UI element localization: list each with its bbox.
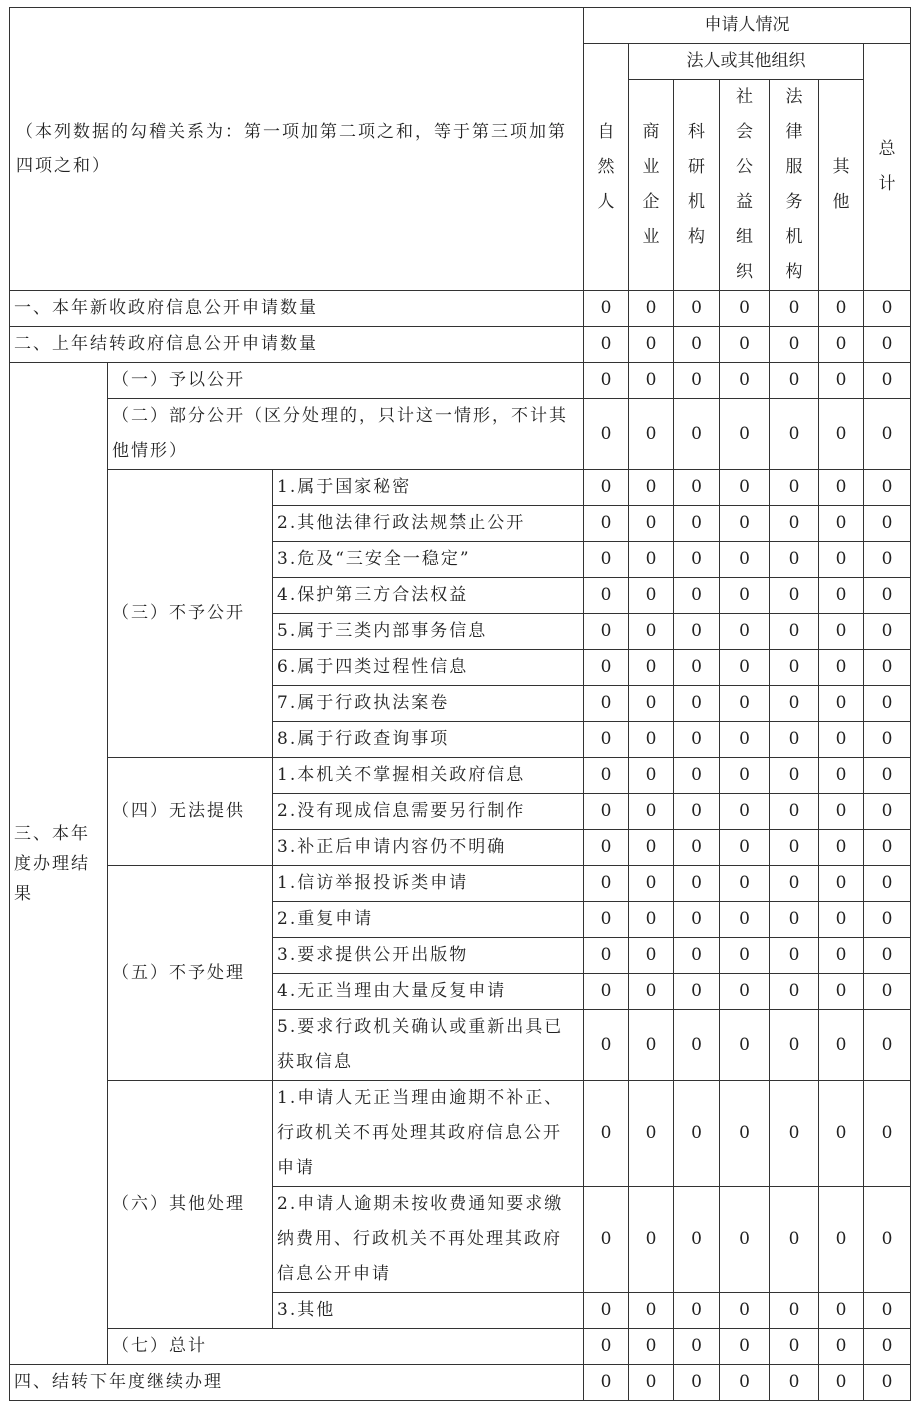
- value-cell: 0: [770, 974, 819, 1010]
- col-legal-service: [770, 80, 819, 291]
- col-research: [674, 80, 720, 291]
- item-label: 4.保护第三方合法权益: [273, 578, 584, 614]
- value-cell: 0: [720, 1329, 770, 1365]
- value-cell: 0: [819, 758, 864, 794]
- value-cell: 0: [584, 830, 629, 866]
- value-cell: 0: [864, 650, 911, 686]
- value-cell: 0: [770, 1365, 819, 1401]
- col-total: [864, 44, 911, 291]
- value-cell: 0: [720, 830, 770, 866]
- value-cell: 0: [819, 794, 864, 830]
- value-cell: 0: [864, 470, 911, 506]
- value-cell: 0: [720, 758, 770, 794]
- item-label: 1.属于国家秘密: [273, 470, 584, 506]
- value-cell: 0: [770, 578, 819, 614]
- value-cell: 0: [864, 291, 911, 327]
- value-cell: 0: [629, 794, 674, 830]
- item-label: 1.本机关不掌握相关政府信息: [273, 758, 584, 794]
- item-label: 5.要求行政机关确认或重新出具已获取信息: [273, 1010, 584, 1081]
- item-label: 8.属于行政查询事项: [273, 722, 584, 758]
- col-header-char: 构: [688, 227, 706, 247]
- value-cell: 0: [629, 686, 674, 722]
- value-cell: 0: [720, 614, 770, 650]
- value-cell: 0: [674, 614, 720, 650]
- value-cell: 0: [770, 1187, 819, 1293]
- value-cell: 0: [864, 327, 911, 363]
- value-cell: 0: [770, 722, 819, 758]
- item-label: 2.申请人逾期未按收费通知要求缴纳费用、行政机关不再处理其政府信息公开申请: [273, 1187, 584, 1293]
- value-cell: 0: [584, 974, 629, 1010]
- value-cell: 0: [674, 650, 720, 686]
- col-header-char: 业: [642, 227, 660, 247]
- value-cell: 0: [674, 974, 720, 1010]
- value-cell: 0: [864, 1293, 911, 1329]
- value-cell: 0: [770, 542, 819, 578]
- value-cell: 0: [720, 506, 770, 542]
- value-cell: 0: [819, 1293, 864, 1329]
- value-cell: 0: [674, 1365, 720, 1401]
- value-cell: 0: [674, 399, 720, 470]
- col-header-char: 然: [597, 156, 615, 177]
- item-label: 6.属于四类过程性信息: [273, 650, 584, 686]
- value-cell: 0: [819, 363, 864, 399]
- value-cell: 0: [819, 1081, 864, 1187]
- row-label: （七）总计: [108, 1329, 584, 1365]
- value-cell: 0: [629, 722, 674, 758]
- value-cell: 0: [674, 578, 720, 614]
- col-other: [819, 80, 864, 291]
- value-cell: 0: [720, 399, 770, 470]
- value-cell: 0: [770, 614, 819, 650]
- value-cell: 0: [720, 470, 770, 506]
- col-header-char: 机: [785, 227, 803, 247]
- value-cell: 0: [584, 1010, 629, 1081]
- row-label: 二、上年结转政府信息公开申请数量: [10, 327, 584, 363]
- value-cell: 0: [864, 830, 911, 866]
- value-cell: 0: [584, 1329, 629, 1365]
- value-cell: 0: [770, 506, 819, 542]
- value-cell: 0: [720, 1293, 770, 1329]
- value-cell: 0: [864, 614, 911, 650]
- value-cell: 0: [720, 1081, 770, 1187]
- value-cell: 0: [629, 650, 674, 686]
- value-cell: 0: [770, 363, 819, 399]
- value-cell: 0: [629, 470, 674, 506]
- col-header-char: 研: [688, 157, 706, 177]
- value-cell: 0: [819, 1010, 864, 1081]
- value-cell: 0: [629, 1010, 674, 1081]
- value-cell: 0: [629, 1329, 674, 1365]
- col-header-char: 计: [878, 174, 896, 194]
- value-cell: 0: [720, 578, 770, 614]
- value-cell: 0: [674, 363, 720, 399]
- group-label: （四）无法提供: [108, 758, 273, 866]
- col-header-char: 机: [688, 192, 706, 212]
- value-cell: 0: [629, 830, 674, 866]
- value-cell: 0: [864, 578, 911, 614]
- value-cell: 0: [629, 1187, 674, 1293]
- value-cell: 0: [674, 327, 720, 363]
- value-cell: 0: [720, 794, 770, 830]
- value-cell: 0: [770, 399, 819, 470]
- item-label: 5.属于三类内部事务信息: [273, 614, 584, 650]
- value-cell: 0: [770, 650, 819, 686]
- value-cell: 0: [674, 758, 720, 794]
- value-cell: 0: [674, 902, 720, 938]
- col-header-char: 商: [642, 122, 660, 142]
- value-cell: 0: [629, 758, 674, 794]
- value-cell: 0: [674, 794, 720, 830]
- value-cell: 0: [819, 938, 864, 974]
- value-cell: 0: [629, 542, 674, 578]
- col-public-welfare: [720, 80, 770, 291]
- value-cell: 0: [819, 578, 864, 614]
- value-cell: 0: [864, 866, 911, 902]
- col-header-char: 益: [736, 192, 754, 212]
- value-cell: 0: [819, 470, 864, 506]
- group-label: （三）不予公开: [108, 470, 273, 758]
- value-cell: 0: [674, 1081, 720, 1187]
- value-cell: 0: [864, 399, 911, 470]
- value-cell: 0: [674, 1010, 720, 1081]
- value-cell: 0: [629, 1365, 674, 1401]
- value-cell: 0: [629, 363, 674, 399]
- value-cell: 0: [629, 1293, 674, 1329]
- col-header-char: 律: [785, 122, 803, 142]
- value-cell: 0: [629, 578, 674, 614]
- value-cell: 0: [770, 327, 819, 363]
- value-cell: 0: [864, 974, 911, 1010]
- value-cell: 0: [584, 506, 629, 542]
- value-cell: 0: [864, 1329, 911, 1365]
- value-cell: 0: [864, 938, 911, 974]
- value-cell: 0: [720, 974, 770, 1010]
- value-cell: 0: [864, 686, 911, 722]
- value-cell: 0: [819, 830, 864, 866]
- col-header-char: 社: [736, 87, 754, 107]
- value-cell: 0: [674, 1293, 720, 1329]
- value-cell: 0: [720, 866, 770, 902]
- value-cell: 0: [584, 650, 629, 686]
- row-label: 一、本年新收政府信息公开申请数量: [10, 291, 584, 327]
- col-header-char: 企: [642, 192, 660, 212]
- value-cell: 0: [629, 506, 674, 542]
- value-cell: 0: [674, 1329, 720, 1365]
- value-cell: 0: [584, 686, 629, 722]
- value-cell: 0: [770, 686, 819, 722]
- item-label: 3.要求提供公开出版物: [273, 938, 584, 974]
- col-header-char: 人: [597, 191, 615, 212]
- value-cell: 0: [770, 794, 819, 830]
- value-cell: 0: [819, 327, 864, 363]
- value-cell: 0: [770, 902, 819, 938]
- col-header-char: 组: [736, 227, 754, 247]
- col-header-char: 织: [736, 262, 754, 282]
- value-cell: 0: [819, 650, 864, 686]
- value-cell: 0: [584, 542, 629, 578]
- value-cell: 0: [720, 686, 770, 722]
- value-cell: 0: [770, 938, 819, 974]
- value-cell: 0: [584, 938, 629, 974]
- item-label: 7.属于行政执法案卷: [273, 686, 584, 722]
- value-cell: 0: [864, 1010, 911, 1081]
- value-cell: 0: [770, 1329, 819, 1365]
- value-cell: 0: [864, 506, 911, 542]
- value-cell: 0: [720, 1187, 770, 1293]
- header-applicant: 申请人情况: [584, 8, 911, 44]
- value-cell: 0: [584, 578, 629, 614]
- col-header-char: 自: [597, 121, 615, 142]
- value-cell: 0: [819, 902, 864, 938]
- value-cell: 0: [819, 686, 864, 722]
- value-cell: 0: [770, 1081, 819, 1187]
- value-cell: 0: [629, 938, 674, 974]
- value-cell: 0: [864, 722, 911, 758]
- value-cell: 0: [629, 399, 674, 470]
- col-header-char: 科: [688, 122, 706, 142]
- value-cell: 0: [629, 614, 674, 650]
- value-cell: 0: [674, 470, 720, 506]
- value-cell: 0: [819, 722, 864, 758]
- item-label: 4.无正当理由大量反复申请: [273, 974, 584, 1010]
- section-label: 三、本年度办理结果: [10, 363, 108, 1365]
- group-label: （六）其他处理: [108, 1081, 273, 1329]
- value-cell: 0: [629, 974, 674, 1010]
- col-header-char: 务: [785, 192, 803, 212]
- value-cell: 0: [770, 291, 819, 327]
- value-cell: 0: [720, 902, 770, 938]
- value-cell: 0: [584, 291, 629, 327]
- value-cell: 0: [720, 1010, 770, 1081]
- value-cell: 0: [584, 470, 629, 506]
- row-label: 四、结转下年度继续办理: [10, 1365, 584, 1401]
- value-cell: 0: [770, 1010, 819, 1081]
- value-cell: 0: [629, 291, 674, 327]
- item-label: 3.危及“三安全一稳定”: [273, 542, 584, 578]
- group-label: （五）不予处理: [108, 866, 273, 1081]
- value-cell: 0: [720, 650, 770, 686]
- value-cell: 0: [674, 542, 720, 578]
- value-cell: 0: [629, 866, 674, 902]
- value-cell: 0: [584, 614, 629, 650]
- value-cell: 0: [674, 686, 720, 722]
- value-cell: 0: [819, 866, 864, 902]
- value-cell: 0: [584, 866, 629, 902]
- value-cell: 0: [864, 363, 911, 399]
- col-header-char: 公: [736, 157, 754, 177]
- value-cell: 0: [674, 291, 720, 327]
- item-label: 1.信访举报投诉类申请: [273, 866, 584, 902]
- value-cell: 0: [720, 1365, 770, 1401]
- value-cell: 0: [584, 1187, 629, 1293]
- value-cell: 0: [720, 327, 770, 363]
- value-cell: 0: [819, 614, 864, 650]
- value-cell: 0: [629, 902, 674, 938]
- col-header-char: 他: [832, 192, 850, 212]
- item-label: 2.其他法律行政法规禁止公开: [273, 506, 584, 542]
- col-header-char: 服: [785, 157, 803, 177]
- value-cell: 0: [674, 830, 720, 866]
- disclosure-table: [9, 7, 911, 1401]
- row-label: （二）部分公开（区分处理的，只计这一情形，不计其他情形）: [108, 399, 584, 470]
- value-cell: 0: [674, 722, 720, 758]
- value-cell: 0: [864, 902, 911, 938]
- value-cell: 0: [864, 1187, 911, 1293]
- value-cell: 0: [819, 1187, 864, 1293]
- col-business: [629, 80, 674, 291]
- item-label: 1.申请人无正当理由逾期不补正、行政机关不再处理其政府信息公开申请: [273, 1081, 584, 1187]
- value-cell: 0: [770, 758, 819, 794]
- value-cell: 0: [674, 938, 720, 974]
- col-natural-person: [584, 44, 629, 291]
- value-cell: 0: [770, 830, 819, 866]
- value-cell: 0: [629, 1081, 674, 1187]
- header-legal-org: 法人或其他组织: [629, 44, 864, 80]
- value-cell: 0: [584, 794, 629, 830]
- item-label: 3.其他: [273, 1293, 584, 1329]
- value-cell: 0: [629, 327, 674, 363]
- item-label: 3.补正后申请内容仍不明确: [273, 830, 584, 866]
- value-cell: 0: [864, 794, 911, 830]
- value-cell: 0: [584, 722, 629, 758]
- value-cell: 0: [584, 1293, 629, 1329]
- col-header-char: 其: [832, 157, 850, 177]
- value-cell: 0: [819, 506, 864, 542]
- value-cell: 0: [864, 542, 911, 578]
- value-cell: 0: [720, 938, 770, 974]
- value-cell: 0: [674, 1187, 720, 1293]
- value-cell: 0: [819, 399, 864, 470]
- value-cell: 0: [584, 758, 629, 794]
- col-header-char: 法: [785, 87, 803, 107]
- col-header-char: 构: [785, 262, 803, 282]
- value-cell: 0: [584, 1081, 629, 1187]
- value-cell: 0: [819, 542, 864, 578]
- value-cell: 0: [770, 470, 819, 506]
- item-label: 2.没有现成信息需要另行制作: [273, 794, 584, 830]
- value-cell: 0: [720, 542, 770, 578]
- value-cell: 0: [864, 1365, 911, 1401]
- value-cell: 0: [674, 866, 720, 902]
- value-cell: 0: [720, 722, 770, 758]
- row-label: （一）予以公开: [108, 363, 584, 399]
- value-cell: 0: [819, 1365, 864, 1401]
- col-header-char: 会: [736, 122, 754, 142]
- value-cell: 0: [819, 1329, 864, 1365]
- header-note: （本列数据的勾稽关系为：第一项加第二项之和，等于第三项加第四项之和）: [10, 8, 584, 291]
- value-cell: 0: [584, 1365, 629, 1401]
- value-cell: 0: [584, 363, 629, 399]
- value-cell: 0: [584, 327, 629, 363]
- value-cell: 0: [819, 974, 864, 1010]
- value-cell: 0: [770, 1293, 819, 1329]
- col-header-char: 总: [878, 139, 896, 159]
- value-cell: 0: [720, 363, 770, 399]
- value-cell: 0: [864, 1081, 911, 1187]
- value-cell: 0: [720, 291, 770, 327]
- value-cell: 0: [819, 291, 864, 327]
- value-cell: 0: [584, 902, 629, 938]
- value-cell: 0: [770, 866, 819, 902]
- value-cell: 0: [674, 506, 720, 542]
- item-label: 2.重复申请: [273, 902, 584, 938]
- col-header-char: 业: [642, 157, 660, 177]
- value-cell: 0: [584, 399, 629, 470]
- value-cell: 0: [864, 758, 911, 794]
